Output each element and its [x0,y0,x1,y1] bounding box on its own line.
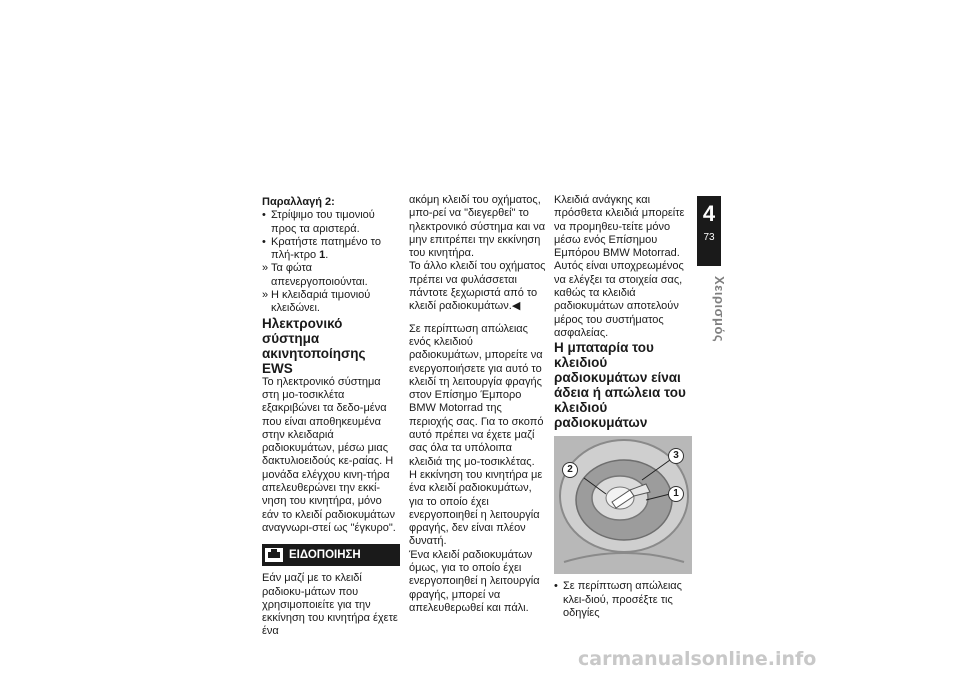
column-1 [262,196,400,639]
variant-heading: Παραλλαγή 2: [262,196,335,208]
callout-1: 1 [668,486,684,502]
section-title-ews: Ηλεκτρονικό σύστημα ακινητοποίησης EWS [262,315,366,376]
column-3 [554,194,692,620]
paragraph: ακόμη κλειδί του οχήματος, μπο-ρεί να "διεγερθεί" το ηλεκτρονικό σύστημα και να μην επιτρέπει την εκκίνηση του κινητήρα. [409,194,546,260]
warning-label: ΕΙΔΟΠΟΙΗΣΗ [289,548,361,561]
watermark: carmanualsonline.info [578,648,817,670]
paragraph: Ένα κλειδί ραδιοκυμάτων όμως, για το οποίο έχει ενεργοποιηθεί η λειτουργία φραγής, μπορεί να απελευθερωθεί και πάλι. [409,548,540,614]
instructions-list [554,580,692,620]
list-item: • Σε περίπτωση απώλειας κλει-διού, προσέξτε τις οδηγίες [554,580,682,619]
page-number: 73 [703,232,715,243]
key-battery-figure [554,436,692,574]
paragraph: Το ηλεκτρονικό σύστημα στη μο-τοσικλέτα εξακριβώνει τα δεδο-μένα που είναι αποθηκευμένα στην κλειδαριά ραδιοκυμάτων, μέσω μιας δακτυλιοειδούς κε-ραίας. Η μονάδα ελέγχου κινη-τήρα απελευθερώνει την εκκί-νηση του κινητήρα, μόνο εάν το κλειδί ραδιοκυμάτων αναγνωρι-στεί ως "έγκυρο". [262,375,396,534]
chapter-side-label: Χειρισμός [712,276,727,343]
callout-2: 2 [562,462,578,478]
section-title-battery: Η μπαταρία του κλειδιού ραδιοκυμάτων είναι άδεια ή απώλεια του κλειδιού ραδιοκυμάτων [554,340,686,431]
paragraph: Εάν μαζί με το κλειδί ραδιοκυ-μάτων που χρησιμοποιείτε για την εκκίνηση του κινητήρα έχετε ένα [262,572,398,638]
chapter-tab [697,196,721,266]
paragraph: Το άλλο κλειδί του οχήματος πρέπει να φυλάσσεται πάντοτε ξεχωριστά από το κλειδί ραδιοκυμάτων.◀ [409,260,546,313]
paragraph: Η εκκίνηση του κινητήρα με ένα κλειδί ραδιοκυμάτων, για το οποίο έχει ενεργοποιηθεί η λειτουργία φραγής, δεν είναι πλέον δυνατή. [409,468,543,548]
result-item: » Τα φώτα απενεργοποιούνται. [262,262,368,288]
chapter-number: 4 [702,201,716,226]
result-item: » Η κλειδαριά τιμονιού κλειδώνει. [262,289,371,315]
warning-banner [262,544,400,566]
callout-3: 3 [668,448,684,464]
list-item: • Στρίψιμο του τιμονιού προς τα αριστερά. [262,209,375,235]
steps-list [262,209,400,315]
column-2 [409,194,548,615]
list-item: • Κρατήστε πατημένο το πλή-κτρο 1. [262,235,381,262]
paragraph: Σε περίπτωση απώλειας ενός κλειδιού ραδιοκυμάτων, μπορείτε να ενεργοποιήσετε για αυτό το κλειδί τη λειτουργία φραγής στον Επίσημο Έμπορο BMW Motorrad της περιοχής σας. Για το σκοπό αυτό πρέπει να έχετε μαζί σας όλα τα υπόλοιπα κλειδιά της μο-τοσικλέτας. [409,322,544,468]
engine-warning-icon [265,548,283,562]
paragraph: Κλειδιά ανάγκης και πρόσθετα κλειδιά μπορείτε να προμηθευ-τείτε μόνο μέσω ενός Επίσημου Εμπόρου BMW Motorrad. Αυτός είναι υποχρεωμένος να ελέγξει τα στοιχεία σας, καθώς τα κλειδιά ραδιοκυμάτων αποτελούν μέρος του συστήματος ασφαλείας. [554,194,685,339]
